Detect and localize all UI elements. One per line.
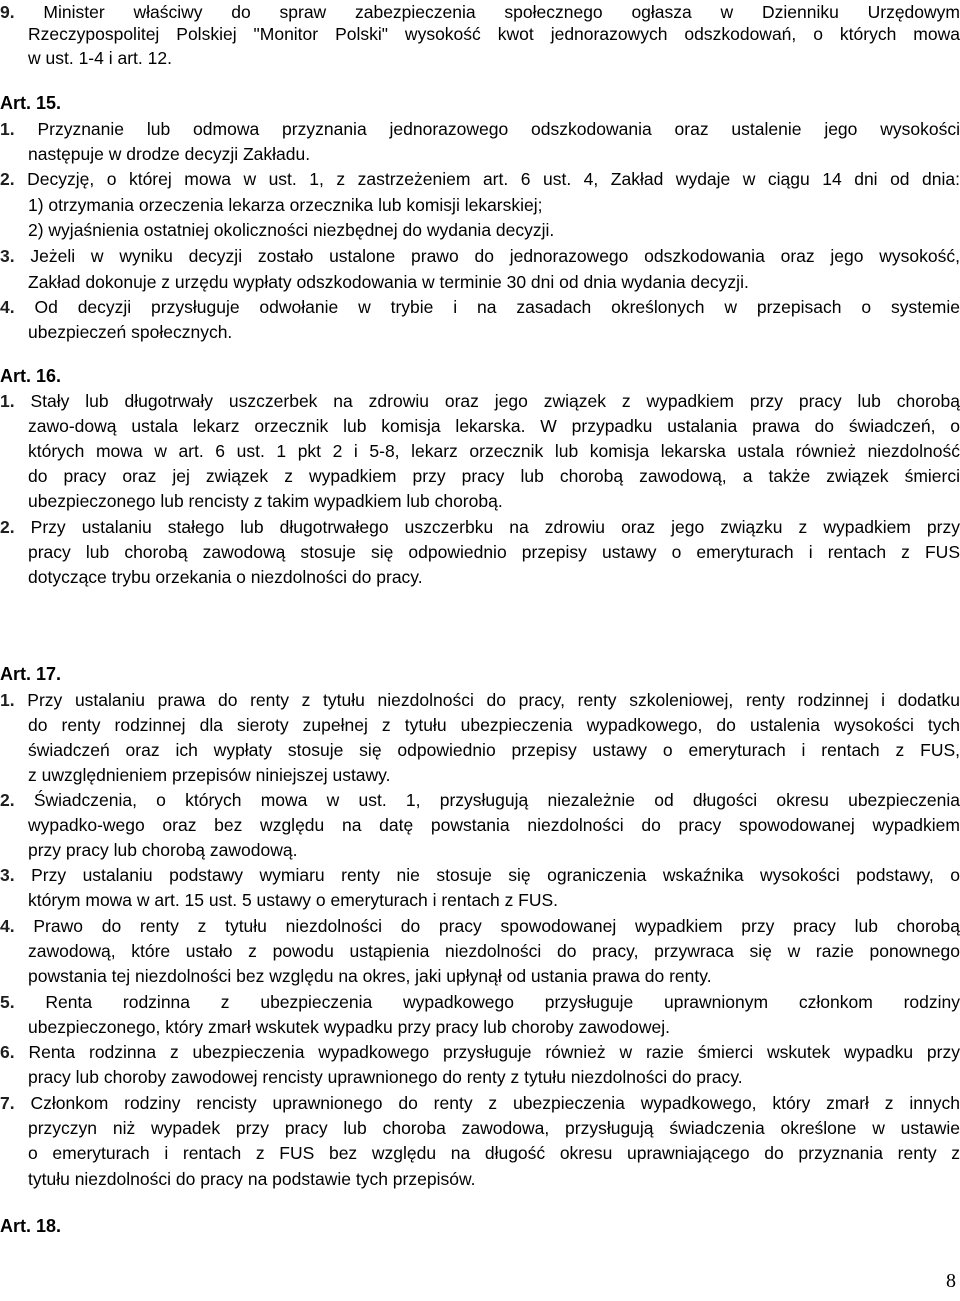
- para-text: Przy ustalaniu prawa do renty z tytułu niezdolności do pracy, renty szkoleniowej, renty rodzinnej i dodatku: [27, 690, 960, 710]
- para-number: 4.: [0, 916, 15, 936]
- art17-para-7-line-3: o emeryturach i rentach z FUS bez względu na długość okresu uprawniającego do przyznania renty z: [28, 1143, 960, 1163]
- para-number: 1.: [0, 690, 15, 710]
- para-9-line-1: [0, 0, 960, 24]
- para-text: Prawo do renty z tytułu niezdolności do pracy spowodowanej wypadkiem przy pracy lub chorobą: [33, 916, 960, 936]
- para-text: Renta rodzinna z ubezpieczenia wypadkowego przysługuje uprawnionym członkom rodziny: [45, 992, 960, 1012]
- art17-para-7-line-1: [0, 1091, 960, 1115]
- art17-para-1-line-3: świadczeń oraz ich wypłaty stosuje się odpowiednio przepisy ustawy o emeryturach i rentach z FUS,: [28, 740, 960, 760]
- para-number: 6.: [0, 1042, 15, 1062]
- para-number: 2.: [0, 790, 15, 810]
- art17-para-1-line-1: [0, 688, 960, 712]
- art17-para-4-line-1: [0, 914, 960, 938]
- para-text: Renta rodzinna z ubezpieczenia wypadkowego przysługuje również w razie śmierci wskutek wypadku przy: [28, 1042, 960, 1062]
- page-number: 8: [946, 1270, 956, 1292]
- article-18-heading: Art. 18.: [0, 1216, 62, 1236]
- art17-para-6-line-1: [0, 1040, 960, 1064]
- article-16-heading: Art. 16.: [0, 366, 62, 386]
- art17-para-2-line-3: przy pracy lub chorobą zawodową.: [28, 840, 298, 860]
- art15-para-4-line-2: ubezpieczeń społecznych.: [28, 322, 233, 342]
- art15-para-3-line-2: Zakład dokonuje z urzędu wypłaty odszkodowania w terminie 30 dni od dnia wydania decyzji.: [28, 272, 749, 292]
- para-text: Jeżeli w wyniku decyzji zostało ustalone prawo do jednorazowego odszkodowania oraz jego wysokość,: [30, 246, 960, 266]
- art16-para-2-line-1: [0, 515, 960, 539]
- art16-para-1-line-4: do pracy oraz jej związek z wypadkiem przy pracy lub chorobą zawodową, a także związek śmierci: [28, 466, 960, 486]
- para-number: 2.: [0, 169, 15, 189]
- para-text: Od decyzji przysługuje odwołanie w trybie i na zasadach określonych w przepisach o systemie: [34, 297, 960, 317]
- art17-para-4-line-3: powstania tej niezdolności bez względu na okres, jaki upłynął od ustania prawa do renty.: [28, 966, 712, 986]
- art17-para-7-line-2: przyczyn niż wypadek przy pracy lub choroba zawodowa, przysługują świadczenia określone w ustawie: [28, 1118, 960, 1138]
- art17-para-3-line-1: [0, 863, 960, 887]
- para-text: Stały lub długotrwały uszczerbek na zdrowiu oraz jego związek z wypadkiem przy pracy lub chorobą: [30, 391, 960, 411]
- para-number: 3.: [0, 246, 15, 266]
- para-text: Członkom rodziny rencisty uprawnionego do renty z ubezpieczenia wypadkowego, który zmarł z innych: [30, 1093, 960, 1113]
- art15-para-2-line-1: [0, 167, 960, 191]
- para-9-line-3: w ust. 1-4 i art. 12.: [28, 48, 172, 68]
- article-17-heading: Art. 17.: [0, 664, 62, 684]
- art16-para-1-line-5: ubezpieczonego lub rencisty z takim wypadkiem lub chorobą.: [28, 491, 503, 511]
- art16-para-2-line-3: dotyczące trybu orzekania o niezdolności do pracy.: [28, 567, 423, 587]
- para-text: Przyznanie lub odmowa przyznania jednorazowego odszkodowania oraz ustalenie jego wysokości: [37, 119, 960, 139]
- art17-para-1-line-2: do renty rodzinnej dla sieroty zupełnej z tytułu ubezpieczenia wypadkowego, do ustalenia wysokości tych: [28, 715, 960, 735]
- art16-para-1-line-1: [0, 389, 960, 413]
- art17-para-2-line-2: wypadko-wego oraz bez względu na datę powstania niezdolności do pracy spowodowanej wypadkiem: [28, 815, 960, 835]
- art17-para-4-line-2: zawodową, które ustało z powodu ustąpienia niezdolności do pracy, przywraca się w razie ponownego: [28, 941, 960, 961]
- para-text: Świadczenia, o których mowa w ust. 1, przysługują niezależnie od długości okresu ubezpieczenia: [33, 790, 960, 810]
- para-text: Minister właściwy do spraw zabezpieczenia społecznego ogłasza w Dzienniku Urzędowym: [43, 2, 960, 22]
- art15-para-1-line-1: [0, 117, 960, 141]
- art15-para-2-item-1: 1) otrzymania orzeczenia lekarza orzecznika lub komisji lekarskiej;: [28, 195, 543, 215]
- art17-para-1-line-4: z uwzględnieniem przepisów niniejszej ustawy.: [28, 765, 391, 785]
- art17-para-2-line-1: [0, 788, 960, 812]
- para-text: Przy ustalaniu podstawy wymiaru renty nie stosuje się ograniczenia wskaźnika wysokości podstawy, o: [31, 865, 960, 885]
- para-number: 4.: [0, 297, 15, 317]
- art17-para-6-line-2: pracy lub choroby zawodowej rencisty uprawnionego do renty z tytułu niezdolności do pracy.: [28, 1067, 743, 1087]
- art15-para-2-item-2: 2) wyjaśnienia ostatniej okoliczności niezbędnej do wydania decyzji.: [28, 220, 555, 240]
- para-number: 2.: [0, 517, 15, 537]
- art17-para-5-line-2: ubezpieczonego, który zmarł wskutek wypadku przy pracy lub choroby zawodowej.: [28, 1017, 670, 1037]
- para-number: 5.: [0, 992, 15, 1012]
- art15-para-3-line-1: [0, 244, 960, 268]
- art15-para-1-line-2: następuje w drodze decyzji Zakładu.: [28, 144, 311, 164]
- para-9-line-2: Rzeczypospolitej Polskiej "Monitor Polski" wysokość kwot jednorazowych odszkodowań, o których mowa: [28, 24, 960, 44]
- para-number: 1.: [0, 391, 15, 411]
- art15-para-4-line-1: [0, 295, 960, 319]
- art16-para-1-line-2: zawo-dową ustala lekarz orzecznik lub komisja lekarska. W przypadku ustalania prawa do świadczeń, o: [28, 416, 960, 436]
- para-number: 1.: [0, 119, 15, 139]
- para-text: Przy ustalaniu stałego lub długotrwałego uszczerbku na zdrowiu oraz jego związku z wypadkiem przy: [30, 517, 960, 537]
- para-text: Decyzję, o której mowa w ust. 1, z zastrzeżeniem art. 6 ust. 4, Zakład wydaje w ciągu 14 dni od dnia:: [27, 169, 960, 189]
- para-number: 3.: [0, 865, 15, 885]
- art17-para-7-line-4: tytułu niezdolności do pracy na podstawie tych przepisów.: [28, 1169, 476, 1189]
- para-number: 7.: [0, 1093, 15, 1113]
- para-number: 9.: [0, 2, 15, 22]
- art16-para-2-line-2: pracy lub chorobą zawodową stosuje się odpowiednio przepisy ustawy o emeryturach i rentach z FUS: [28, 542, 960, 562]
- art17-para-5-line-1: [0, 990, 960, 1014]
- article-15-heading: Art. 15.: [0, 93, 62, 113]
- art17-para-3-line-2: którym mowa w art. 15 ust. 5 ustawy o emeryturach i rentach z FUS.: [28, 890, 559, 910]
- art16-para-1-line-3: których mowa w art. 6 ust. 1 pkt 2 i 5-8, lekarz orzecznik lub komisja lekarska ustala również niezdolność: [28, 441, 960, 461]
